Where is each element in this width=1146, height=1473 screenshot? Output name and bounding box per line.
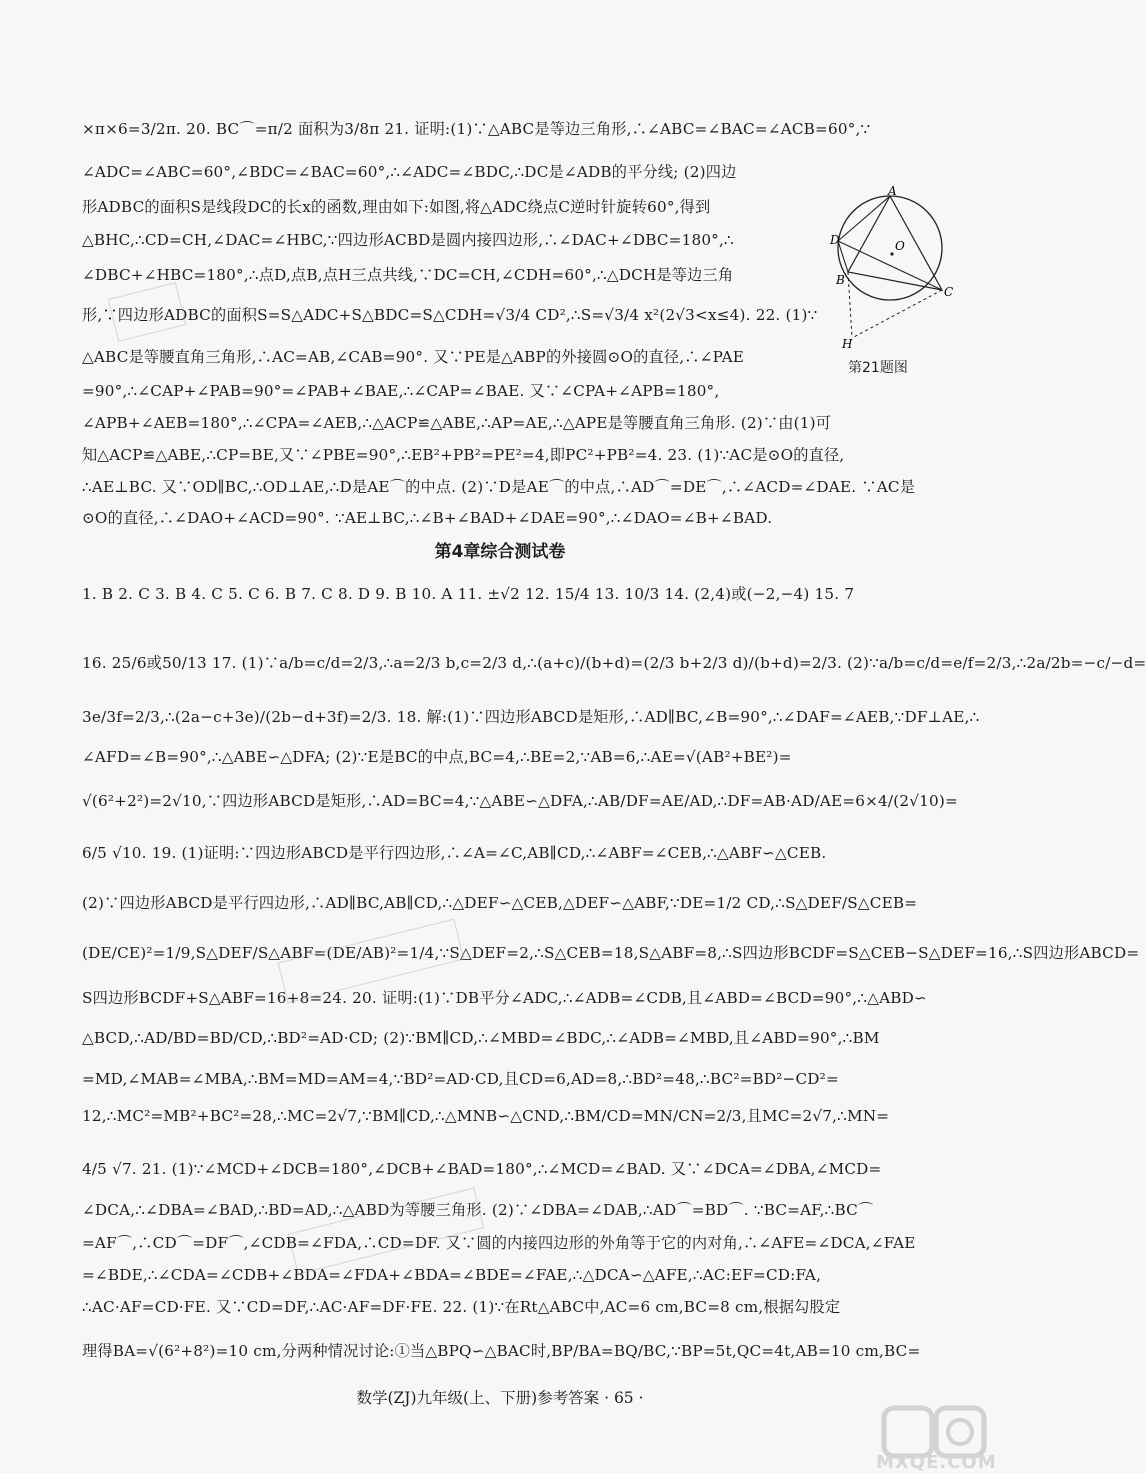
text-line: △BHC,∴CD=CH,∠DAC=∠HBC,∵四边形ACBD是圆内接四边形,∴∠DAC+∠DBC=180°,∴: [82, 231, 734, 249]
text-line: 1. B 2. C 3. B 4. C 5. C 6. B 7. C 8. D 9. B 10. A 11. ±√2 12. 15/4 13. 10/3 14. (2,4)或(−2,−4) 15. 7: [82, 585, 855, 603]
text-line: 理得BA=√(6²+8²)=10 cm,分两种情况讨论:①当△BPQ∽△BAC时,BP/BA=BQ/BC,∵BP=5t,QC=4t,AB=10 cm,BC=: [82, 1342, 921, 1360]
watermark-text: MXQE.COM: [876, 1452, 997, 1473]
text-line: ×π×6=3/2π. 20. BC⌒=π/2 面积为3/8π 21. 证明:(1)∵△ABC是等边三角形,∴∠ABC=∠BAC=∠ACB=60°,∵: [82, 120, 871, 138]
text-line: (DE/CE)²=1/9,S△DEF/S△ABF=(DE/AB)²=1/4,∵S△DEF=2,∴S△CEB=18,S△ABF=8,∴S四边形BCDF=S△CEB−S△DEF=16,∴S四边形ABCD=: [82, 944, 1140, 962]
section-heading: 第4章综合测试卷: [434, 542, 566, 562]
text-line: ∠ADC=∠ABC=60°,∠BDC=∠BAC=60°,∴∠ADC=∠BDC,∴DC是∠ADB的平分线; (2)四边: [82, 163, 737, 181]
text-line: ∠AFD=∠B=90°,∴△ABE∽△DFA; (2)∵E是BC的中点,BC=4,∴BE=2,∵AB=6,∴AE=√(AB²+BE²)=: [82, 748, 792, 766]
text-line: S四边形BCDF+S△ABF=16+8=24. 20. 证明:(1)∵DB平分∠ADC,∴∠ADB=∠CDB,且∠ABD=∠BCD=90°,∴△ABD∽: [82, 989, 927, 1007]
text-line: 知△ACP≌△ABE,∴CP=BE,又∵∠PBE=90°,∴EB²+PB²=PE²=4,即PC²+PB²=4. 23. (1)∵AC是⊙O的直径,: [82, 446, 845, 464]
text-line: =AF⌒,∴CD⌒=DF⌒,∠CDB=∠FDA,∴CD=DF. 又∵圆的内接四边形的外角等于它的内对角,∴∠AFE=∠DCA,∠FAE: [82, 1234, 916, 1252]
text-line: 3e/3f=2/3,∴(2a−c+3e)/(2b−d+3f)=2/3. 18. 解:(1)∵四边形ABCD是矩形,∴AD∥BC,∠B=90°,∴∠DAF=∠AEB,∵DF⊥AE,∴: [82, 708, 980, 726]
label-c: C: [944, 285, 954, 299]
text-line: ∠DBC+∠HBC=180°,∴点D,点B,点H三点共线,∵DC=CH,∠CDH=60°,∴△DCH是等边三角: [82, 266, 734, 284]
text-line: 16. 25/6或50/13 17. (1)∵a/b=c/d=2/3,∴a=2/3 b,c=2/3 d,∴(a+c)/(b+d)=(2/3 b+2/3 d)/(b+d)=2/3. (2)∵a/b=c/d=e/f=2/3,∴2a/2b=−c/−d=: [82, 654, 1146, 672]
text-line: 4/5 √7. 21. (1)∵∠MCD+∠DCB=180°,∠DCB+∠BAD=180°,∴∠MCD=∠BAD. 又∵∠DCA=∠DBA,∠MCD=: [82, 1160, 882, 1178]
text-line: ∠APB+∠AEB=180°,∴∠CPA=∠AEB,∴△ACP≌△ABE,∴AP=AE,∴△APE是等腰直角三角形. (2)∵由(1)可: [82, 414, 832, 432]
text-line: ∴AE⊥BC. 又∵OD∥BC,∴OD⊥AE,∴D是AE⌒的中点. (2)∵D是AE⌒的中点,∴AD⌒=DE⌒,∴∠ACD=∠DAE. ∵AC是: [82, 478, 916, 496]
label-h: H: [842, 337, 853, 351]
stamp-mark: [108, 282, 187, 342]
page-footer: 数学(ZJ)九年级(上、下册)参考答案 · 65 ·: [356, 1389, 644, 1407]
text-line: 12,∴MC²=MB²+BC²=28,∴MC=2√7,∵BM∥CD,∴△MNB∽△CND,∴BM/CD=MN/CN=2/3,且MC=2√7,∴MN=: [82, 1107, 890, 1125]
text-line: 形,∵四边形ADBC的面积S=S△ADC+S△BDC=S△CDH=√3/4 CD²,∴S=√3/4 x²(2√3<x≤4). 22. (1)∵: [82, 306, 818, 324]
text-line: ∴AC·AF=CD·FE. 又∵CD=DF,∴AC·AF=DF·FE. 22. (1)∵在Rt△ABC中,AC=6 cm,BC=8 cm,根据勾股定: [82, 1298, 841, 1316]
label-b: B: [836, 273, 845, 287]
label-o: O: [895, 239, 905, 253]
text-line: 形ADBC的面积S是线段DC的长x的函数,理由如下:如图,将△ADC绕点C逆时针旋转60°,得到: [82, 198, 711, 216]
text-line: √(6²+2²)=2√10,∵四边形ABCD是矩形,∴AD=BC=4,∵△ABE∽△DFA,∴AB/DF=AE/AD,∴DF=AB·AD/AE=6×4/(2√10)=: [82, 792, 958, 810]
text-line: △ABC是等腰直角三角形,∴AC=AB,∠CAB=90°. 又∵PE是△ABP的外接圆⊙O的直径,∴∠PAE: [82, 348, 745, 366]
figure-caption: 第21题图: [848, 360, 908, 376]
label-d: D: [830, 233, 840, 247]
text-line: △BCD,∴AD/BD=BD/CD,∴BD²=AD·CD; (2)∵BM∥CD,∴∠MBD=∠BDC,∴∠ADB=∠MBD,且∠ABD=90°,∴BM: [82, 1029, 880, 1047]
text-line: =90°,∴∠CAP+∠PAB=90°=∠PAB+∠BAE,∴∠CAP=∠BAE. 又∵∠CPA+∠APB=180°,: [82, 382, 720, 400]
text-line: =∠BDE,∴∠CDA=∠CDB+∠BDA=∠FDA+∠BDA=∠BDE=∠FAE,∴△DCA∽△AFE,∴AC:EF=CD:FA,: [82, 1266, 822, 1284]
text-line: (2)∵四边形ABCD是平行四边形,∴AD∥BC,AB∥CD,∴△DEF∽△CEB,△DEF∽△ABF,∵DE=1/2 CD,∴S△DEF/S△CEB=: [82, 894, 918, 912]
geometry-figure: [830, 186, 960, 376]
text-line: ⊙O的直径,∴∠DAO+∠ACD=90°. ∵AE⊥BC,∴∠B+∠BAD+∠DAE=90°,∴∠DAO=∠B+∠BAD.: [82, 509, 773, 527]
text-line: ∠DCA,∴∠DBA=∠BAD,∴BD=AD,∴△ABD为等腰三角形. (2)∵∠DBA=∠DAB,∴AD⌒=BD⌒. ∵BC=AF,∴BC⌒: [82, 1201, 874, 1219]
text-line: =MD,∠MAB=∠MBA,∴BM=MD=AM=4,∵BD²=AD·CD,且CD=6,AD=8,∴BD²=48,∴BC²=BD²−CD²=: [82, 1070, 839, 1088]
text-line: 6/5 √10. 19. (1)证明:∵四边形ABCD是平行四边形,∴∠A=∠C,AB∥CD,∴∠ABF=∠CEB,∴△ABF∽△CEB.: [82, 844, 827, 862]
label-a: A: [888, 184, 897, 198]
